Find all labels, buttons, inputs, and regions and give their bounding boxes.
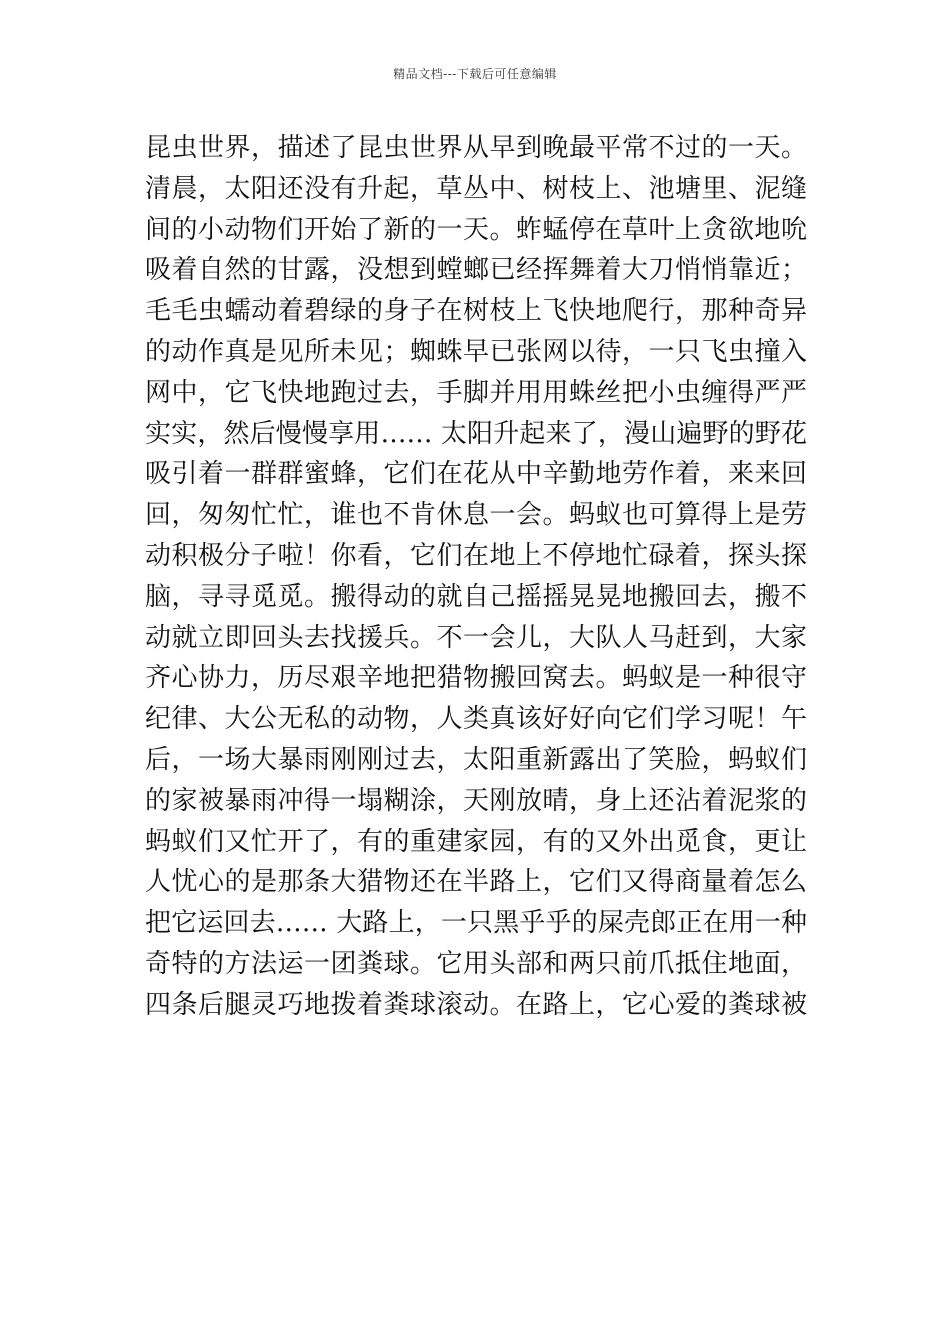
text-line: 回，匆匆忙忙，谁也不肯休息一会。蚂蚁也可算得上是劳: [145, 500, 807, 531]
text-line: 蚂蚁们又忙开了，有的重建家园，有的又外出觅食，更让: [145, 826, 807, 857]
text-line: 动就立即回头去找援兵。不一会儿，大队人马赶到，大家: [145, 622, 807, 653]
text-line: 吸着自然的甘露，没想到螳螂已经挥舞着大刀悄悄靠近；: [145, 255, 807, 286]
text-line: 人忧心的是那条大猎物还在半路上，它们又得商量着怎么: [145, 867, 807, 898]
text-line: 吸引着一群群蜜蜂，它们在花从中辛勤地劳作着，来来回: [145, 459, 807, 490]
body-text: [145, 128, 807, 1026]
text-line: 脑，寻寻觅觅。搬得动的就自己摇摇晃晃地搬回去，搬不: [145, 581, 807, 612]
text-line: 后，一场大暴雨刚刚过去，太阳重新露出了笑脸，蚂蚁们: [145, 744, 807, 775]
text-line: 动积极分子啦！你看，它们在地上不停地忙碌着，探头探: [145, 540, 807, 571]
text-line: 四条后腿灵巧地拨着粪球滚动。在路上，它心爱的粪球被: [145, 989, 807, 1020]
text-line: 的家被暴雨冲得一塌糊涂，天刚放晴，身上还沾着泥浆的: [145, 785, 807, 816]
text-line: 毛毛虫蠕动着碧绿的身子在树枝上飞快地爬行，那种奇异: [145, 296, 807, 327]
text-line: 昆虫世界，描述了昆虫世界从早到晚最平常不过的一天。: [145, 133, 807, 163]
page-header: 精品文档---下载后可任意编辑: [393, 67, 557, 81]
text-line: 齐心协力，历尽艰辛地把猎物搬回窝去。蚂蚁是一种很守: [145, 663, 807, 694]
text-line: 实实，然后慢慢享用…… 太阳升起来了，漫山遍野的野花: [145, 418, 807, 449]
text-line: 间的小动物们开始了新的一天。蚱蜢停在草叶上贪欲地吮: [145, 214, 807, 245]
text-line: 清晨，太阳还没有升起，草丛中、树枝上、池塘里、泥缝: [145, 173, 807, 204]
text-line: 的动作真是见所未见；蜘蛛早已张网以待，一只飞虫撞入: [145, 336, 807, 367]
text-line: 奇特的方法运一团粪球。它用头部和两只前爪抵住地面，: [145, 948, 807, 979]
text-line: 网中，它飞快地跑过去，手脚并用用蛛丝把小虫缠得严严: [145, 377, 807, 408]
text-line: 纪律、大公无私的动物，人类真该好好向它们学习呢！午: [145, 704, 807, 735]
text-line: 把它运回去…… 大路上，一只黑乎乎的屎壳郎正在用一种: [145, 908, 807, 939]
